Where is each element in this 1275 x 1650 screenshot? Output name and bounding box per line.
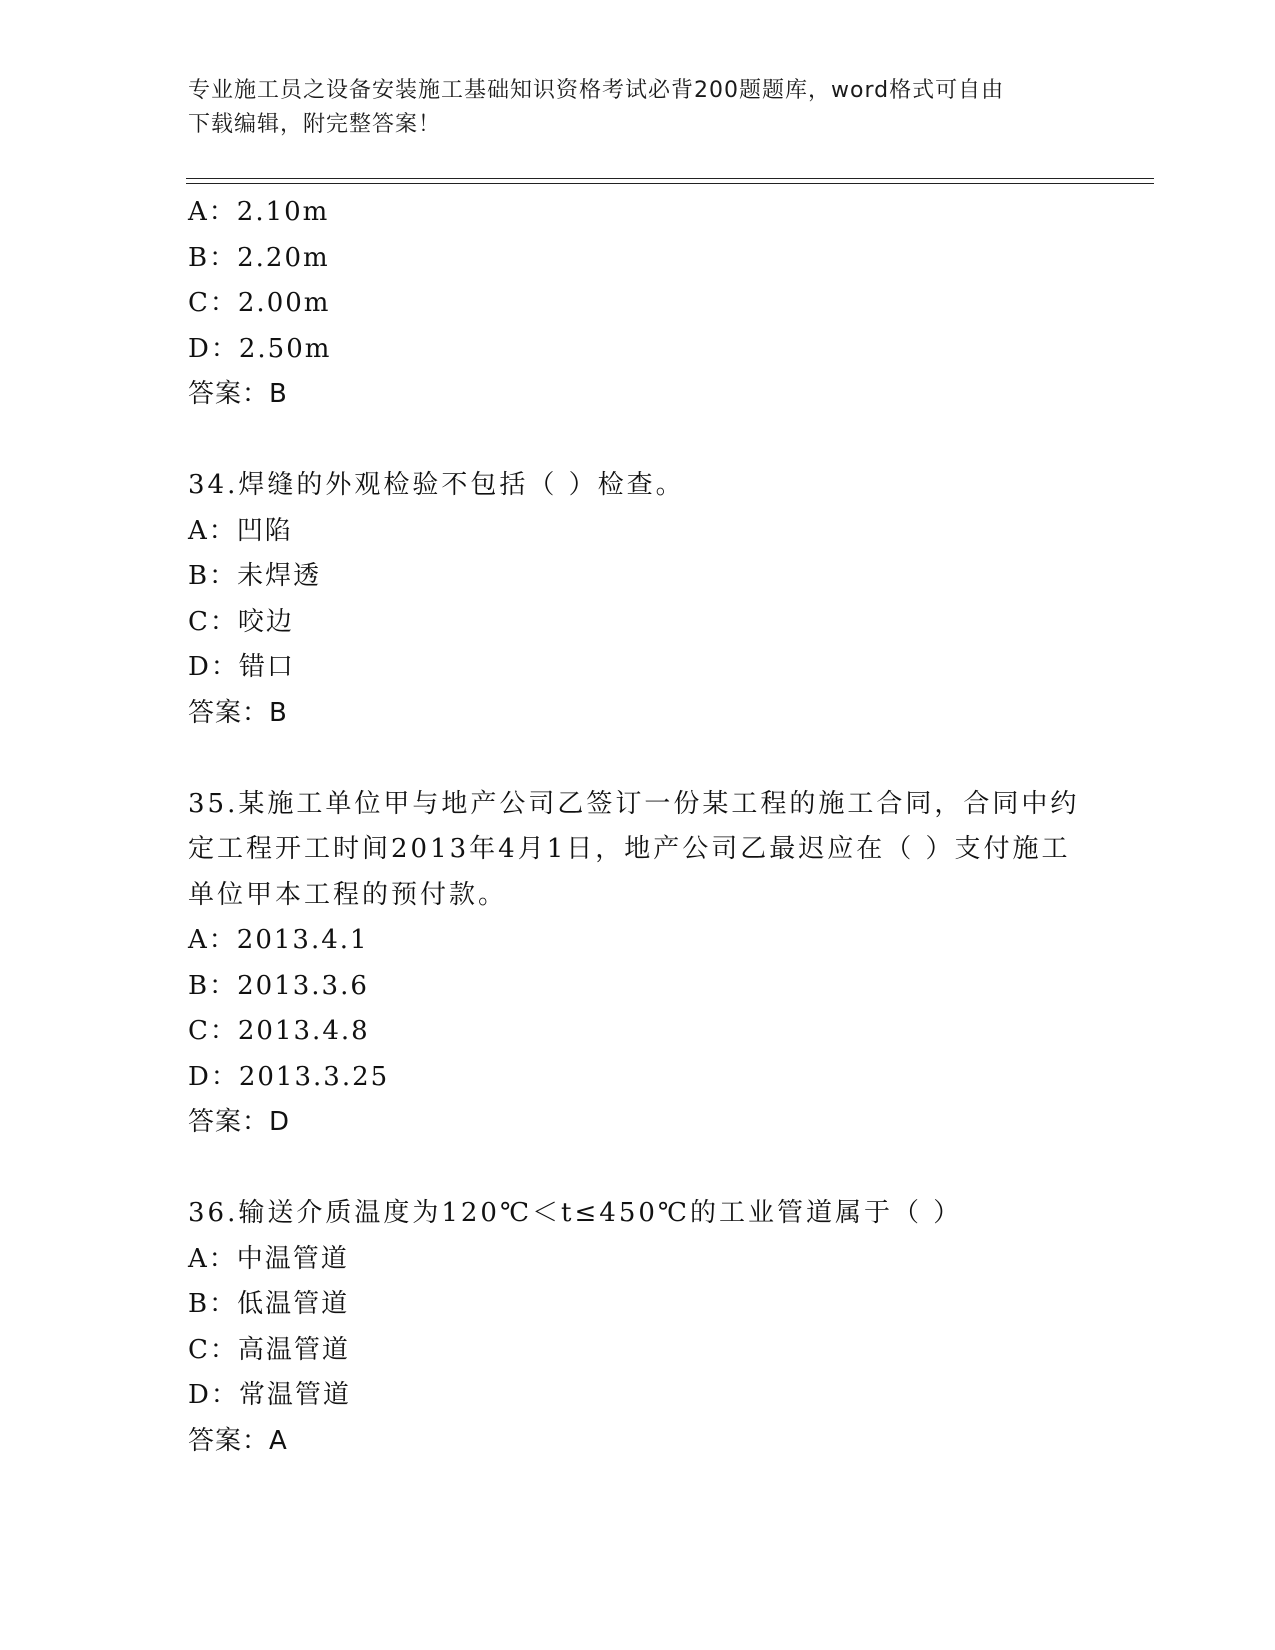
option-b: B：低温管道 <box>188 1289 350 1319</box>
question-35 <box>188 782 1088 1146</box>
option-c: C：2.00m <box>188 288 331 318</box>
option-d: D：错口 <box>188 652 295 682</box>
question-33 <box>188 190 1088 418</box>
option-d: D：2013.3.25 <box>188 1061 390 1092</box>
option-a: A：2.10m <box>188 197 330 227</box>
question-list <box>188 190 1088 1464</box>
option-d: D：常温管道 <box>188 1380 351 1410</box>
header-line-2: 下载编辑，附完整答案！ <box>188 112 442 137</box>
header-line-1: 专业施工员之设备安装施工基础知识资格考试必背200题题库，word格式可自由 <box>188 78 1005 103</box>
option-c: C：咬边 <box>188 606 294 637</box>
option-b: B：未焊透 <box>188 561 322 591</box>
question-34 <box>188 463 1088 736</box>
header-double-rule <box>186 178 1154 184</box>
question-36 <box>188 1191 1088 1464</box>
answer-line: 答案：B <box>188 697 288 728</box>
option-b: B：2013.3.6 <box>188 970 369 1001</box>
option-a: A：凹陷 <box>188 515 293 546</box>
question-stem: 36.输送介质温度为120℃＜t≤450℃的工业管道属于（ ） <box>188 1198 963 1228</box>
answer-line: 答案：A <box>188 1425 288 1456</box>
option-b: B：2.20m <box>188 242 330 273</box>
option-a: A：2013.4.1 <box>188 925 369 955</box>
option-c: C：2013.4.8 <box>188 1016 370 1046</box>
question-stem: 34.焊缝的外观检验不包括（ ）检查。 <box>188 470 685 500</box>
option-a: A：中温管道 <box>188 1243 349 1274</box>
option-d: D：2.50m <box>188 333 332 364</box>
answer-line: 答案：D <box>188 1107 291 1137</box>
document-header <box>188 74 1078 142</box>
option-c: C：高温管道 <box>188 1334 350 1365</box>
question-stem: 35.某施工单位甲与地产公司乙签订一份某工程的施工合同，合同中约定工程开工时间2013年4月1日，地产公司乙最迟应在（ ）支付施工单位甲本工程的预付款。 <box>188 788 1080 910</box>
answer-line: 答案：B <box>188 379 288 409</box>
